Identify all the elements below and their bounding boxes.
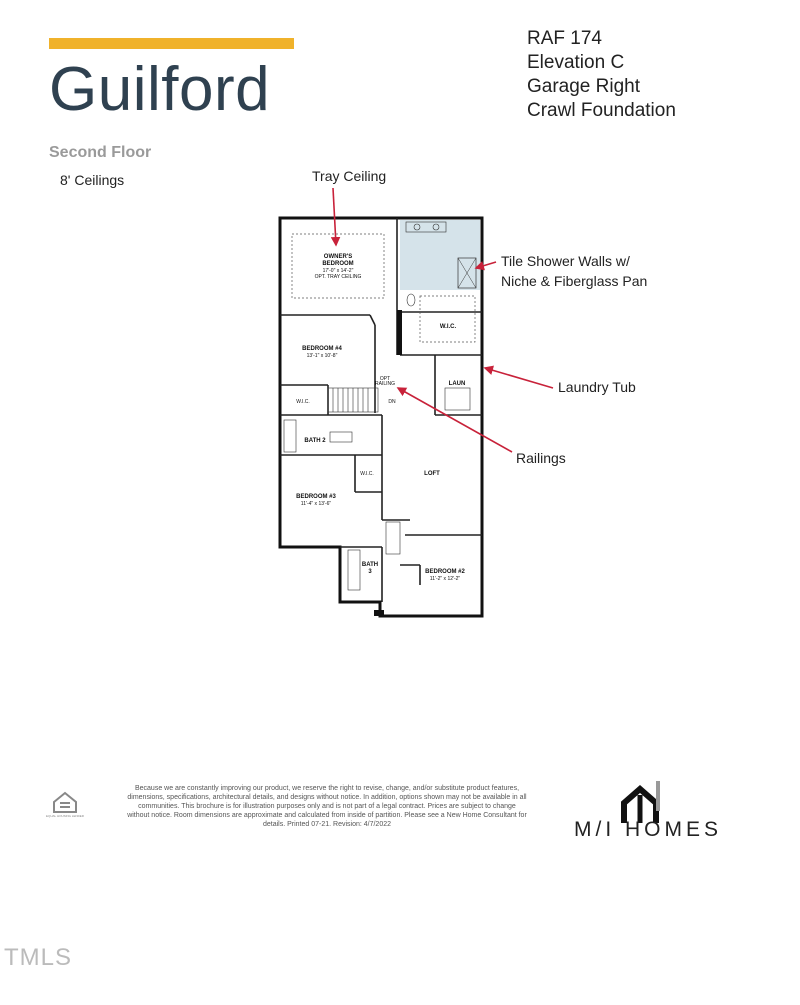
bathtub bbox=[284, 420, 296, 452]
room-owners-opt: OPT. TRAY CEILING bbox=[314, 274, 362, 280]
wall-chase bbox=[397, 310, 402, 355]
room-bed3-label: BEDROOM #3 bbox=[296, 494, 336, 500]
room-laundry: LAUN bbox=[448, 381, 466, 387]
room-bed2-dim: 11'-2" x 12'-2" bbox=[429, 576, 461, 582]
callout-tile-shower-line1: Tile Shower Walls w/ bbox=[501, 253, 630, 269]
vanity bbox=[348, 550, 360, 590]
room-bed4-label: BEDROOM #4 bbox=[302, 346, 342, 352]
stair-down: DN bbox=[388, 399, 396, 405]
room-bath2: BATH 2 bbox=[304, 438, 326, 444]
arrow-laundry-tub bbox=[485, 368, 553, 388]
tmls-watermark: TMLS bbox=[4, 944, 73, 971]
callout-laundry-tub: Laundry Tub bbox=[558, 379, 636, 395]
callout-tile-shower-line2: Niche & Fiberglass Pan bbox=[501, 273, 648, 289]
room-owners-label-2: BEDROOM bbox=[322, 261, 354, 267]
room-bed2-label: BEDROOM #2 bbox=[425, 569, 465, 575]
brand-wordmark: M/I HOMES bbox=[574, 818, 723, 841]
bathtub bbox=[386, 522, 400, 554]
room-wic-bed3: W.I.C. bbox=[360, 471, 374, 477]
wall-chase bbox=[374, 610, 384, 616]
room-owners-label-1: OWNER'S bbox=[323, 254, 353, 260]
room-bed4-dim: 13'-1" x 10'-8" bbox=[306, 353, 338, 359]
ceiling-height-note: 8' Ceilings bbox=[60, 172, 125, 188]
spec-elevation: Elevation C bbox=[527, 52, 625, 73]
callout-railings: Railings bbox=[516, 450, 566, 466]
opt-railing-2: RAILING bbox=[374, 381, 396, 387]
legal-disclaimer: Because we are constantly improving our product, we reserve the right to revise, change, and/or substitute product features, dimensions, specifications, architectural details, and designs without notice. In addition, options shown may not be available in all communities. This brochure is for illustration purposes only and is not part of a legal contract. Prices are subject to change without notice. Room dimensions are approximate and calculated from inside of partition. Please see a New Home Consultant for details. Printed 07-21. Revision: 4/7/2022 bbox=[127, 785, 527, 828]
callout-tray-ceiling: Tray Ceiling bbox=[312, 168, 387, 184]
room-bath3-label-1: BATH bbox=[361, 562, 379, 568]
accent-bar bbox=[49, 38, 294, 49]
floor-plan bbox=[270, 210, 490, 620]
floor-label: Second Floor bbox=[49, 144, 152, 161]
room-loft: LOFT bbox=[424, 471, 440, 477]
owners-bath-tile-area bbox=[400, 220, 480, 290]
page-title: Guilford bbox=[49, 55, 271, 124]
room-wic-owners: W.I.C. bbox=[439, 324, 457, 330]
laundry-tub bbox=[445, 388, 470, 410]
wic-shelving bbox=[420, 296, 475, 342]
room-owners-dim: 17'-0" x 14'-2" bbox=[322, 268, 354, 274]
spec-plan-code: RAF 174 bbox=[527, 28, 602, 49]
opt-railing-1: OPT bbox=[379, 376, 391, 382]
spec-foundation: Crawl Foundation bbox=[527, 100, 676, 121]
equal-housing-icon bbox=[46, 790, 84, 818]
room-bath3-label-2: 3 bbox=[368, 569, 372, 575]
spec-garage: Garage Right bbox=[527, 76, 641, 97]
room-bed3-dim: 11'-4" x 13'-6" bbox=[300, 501, 332, 507]
staircase bbox=[328, 388, 378, 412]
svg-text:EQUAL HOUSING LENDER: EQUAL HOUSING LENDER bbox=[46, 814, 84, 818]
room-wic-bed4: W.I.C. bbox=[296, 399, 310, 405]
vanity bbox=[330, 432, 352, 442]
toilet-icon bbox=[407, 294, 415, 306]
